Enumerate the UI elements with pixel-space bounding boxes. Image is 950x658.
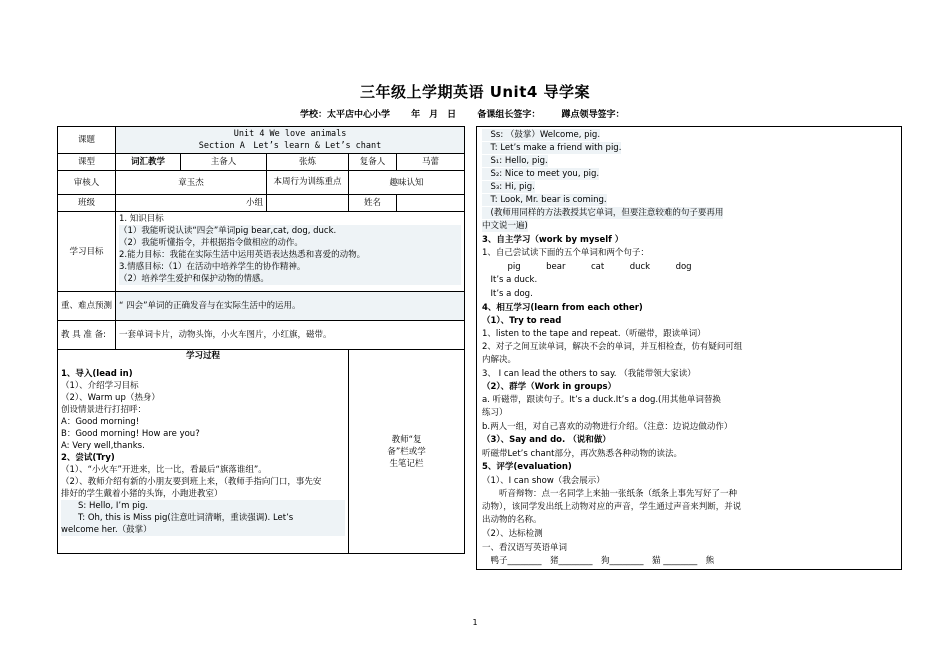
name-label: 姓名 bbox=[349, 195, 397, 212]
right-line: 5、评学(evaluation) bbox=[482, 462, 572, 472]
right-line: 2、对子之间互读单词，解决不会的单词，并互相检查，仿有疑问可组 bbox=[482, 342, 743, 352]
right-line: 1、自己尝试读下面的五个单词和两个句子： bbox=[482, 248, 649, 258]
group-label: 小组 bbox=[116, 195, 267, 212]
right-line: （1）、I can show（我会展示） bbox=[482, 476, 605, 486]
reviewer2-label: 复备人 bbox=[349, 154, 397, 171]
goal-line: （1）我能听说认读“四会”单词pig bear,cat, dog, duck. bbox=[119, 225, 461, 237]
topic-label: 课题 bbox=[58, 127, 116, 154]
process-line: T: Oh, this is Miss pig(注意吐词清晰，重读强调). Let’s bbox=[61, 512, 345, 524]
goals-list bbox=[116, 212, 465, 292]
date-field: 年 月 日 bbox=[411, 110, 457, 120]
process-line: （2）、Warm up（热身） bbox=[61, 392, 160, 403]
right-line: 鸭子________ 猪________ 狗________ 猫 ________ 熊 bbox=[482, 556, 715, 566]
topic-value bbox=[116, 127, 465, 154]
right-line: 中文说一遍) bbox=[482, 221, 528, 231]
checker-label: 审核人 bbox=[58, 171, 116, 195]
right-line: 4、相互学习(learn from each other) bbox=[482, 303, 643, 313]
goal-line: 2.能力目标：我能在实际生活中运用英语表达热悉和喜爱的动物。 bbox=[119, 249, 461, 261]
topic-line-2: Section A Let’s learn & Let’s chant bbox=[198, 141, 382, 151]
right-line: 练习） bbox=[482, 408, 508, 418]
process-line: （1）、介绍学习目标 bbox=[61, 380, 139, 391]
document-title: 三年级上学期英语 Unit4 导学案 bbox=[359, 83, 591, 101]
right-line: S₁: Hello, pig. bbox=[482, 156, 548, 166]
process-line: 排好的学生戴着小猪的头饰，小跑进教室） bbox=[61, 488, 223, 499]
class-label: 班级 bbox=[58, 195, 116, 212]
process-line: A: Very well,thanks. bbox=[61, 440, 145, 451]
right-line: Ss: （鼓掌）Welcome, pig. bbox=[482, 130, 601, 140]
prep-label: 教 具 准 备: bbox=[58, 321, 116, 350]
goal-line: （2）培养学生爱护和保护动物的情感。 bbox=[119, 273, 461, 285]
process-lines bbox=[58, 363, 349, 554]
type-label: 课型 bbox=[58, 154, 116, 171]
preparer-label: 主备人 bbox=[181, 154, 267, 171]
right-line: 听磁带Let’s chant部分，再次熟悉各种动物的读法。 bbox=[482, 449, 682, 459]
process-line: 1、导入(lead in) bbox=[61, 368, 133, 379]
right-line: （1）、Try to read bbox=[482, 316, 562, 326]
right-line: b.两人一组，对自己喜欢的动物进行介绍。（注意：边说边做动作） bbox=[482, 422, 733, 432]
topic-line-1: Unit 4 We love animals bbox=[233, 129, 347, 139]
right-line: It’s a dog. bbox=[482, 289, 533, 299]
right-line: （2）、群学（Work in groups） bbox=[482, 382, 617, 392]
preparer-value: 张炼 bbox=[267, 154, 349, 171]
type-value: 词汇教学 bbox=[116, 154, 181, 171]
prep-value: 一套单词卡片，动物头饰，小火车图片，小红旗，磁带。 bbox=[116, 321, 465, 350]
leader-sign-field: 备课组长签字： bbox=[477, 110, 541, 120]
process-line: A：Good morning! bbox=[61, 416, 140, 427]
right-line: 出动物的名称。 bbox=[482, 515, 542, 525]
reviewer2-value: 马蕾 bbox=[397, 154, 465, 171]
keypoint-value: “ 四会”单词的正确发音与在实际生活中的运用。 bbox=[116, 292, 465, 321]
right-line: T: Let’s make a friend with pig. bbox=[482, 143, 622, 153]
right-line: (教师用同样的方法教授其它单词，但要注意较难的句子要再用 bbox=[482, 208, 724, 218]
right-line: （3）、Say and do. （说和做） bbox=[482, 435, 611, 445]
right-line: pig bear cat duck dog bbox=[482, 262, 692, 272]
process-line: 2、尝试(Try) bbox=[61, 452, 115, 463]
process-label: 学习过程 bbox=[58, 350, 349, 363]
right-line: a. 听磁带，跟读句子。It’s a duck.It’s a dog.(用其他单词替换 bbox=[482, 395, 721, 405]
right-line: T: Look, Mr. bear is coming. bbox=[482, 195, 607, 205]
right-line: S₂: Nice to meet you, pig. bbox=[482, 169, 600, 179]
right-line: S₃: Hi, pig. bbox=[482, 182, 535, 192]
right-line: 3、 I can lead the others to say. （我能带领大家读） bbox=[482, 369, 696, 379]
focus-label: 本周行为训练重点 bbox=[267, 171, 349, 195]
keypoint-label: 重、难点预测 bbox=[58, 292, 116, 321]
process-line: S: Hello, I’m pig. bbox=[61, 500, 345, 512]
right-line: 内解决。 bbox=[482, 355, 517, 365]
page-number: 1 bbox=[472, 618, 478, 627]
right-line: 1、listen to the tape and repeat.（听磁带，跟读单词） bbox=[482, 329, 706, 339]
process-line: （1）、“小火车”开进来，比一比，看最后“旗落谁组”。 bbox=[61, 464, 267, 475]
right-line: It’s a duck. bbox=[482, 275, 538, 285]
right-line: 听音辩物：点一名同学上来抽一张纸条（纸条上事先写好了一种 bbox=[482, 489, 738, 499]
goal-line: 3.情感目标:（1）在活动中培养学生的协作精神。 bbox=[119, 261, 461, 273]
right-line: （2）、达标检测 bbox=[482, 529, 543, 539]
lesson-info-table bbox=[57, 126, 465, 554]
right-column-box bbox=[476, 126, 902, 570]
document-subtitle bbox=[300, 107, 642, 120]
right-line: 动物），该同学发出纸上动物对应的声音，学生通过声音来判断，并说 bbox=[482, 502, 742, 512]
process-line: （2）、教师介绍有新的小朋友要到班上来，（教师手指向门口，事先安 bbox=[61, 476, 322, 487]
school-name: 学校：太平店中心小学 bbox=[300, 110, 391, 120]
process-line: welcome her.（鼓掌） bbox=[61, 524, 345, 536]
goals-label: 学习目标 bbox=[58, 212, 116, 292]
right-line: 3、自主学习（work by myself ） bbox=[482, 235, 624, 245]
goal-line: 1. 知识目标 bbox=[119, 214, 164, 224]
supervisor-sign-field: 蹲点领导签字： bbox=[561, 110, 625, 120]
notes-column bbox=[349, 350, 465, 554]
right-line: 一、看汉语写英语单词 bbox=[482, 543, 568, 553]
checker-value: 章玉杰 bbox=[116, 171, 267, 195]
goal-line: （2）我能听懂指令，并根据指令做相应的动作。 bbox=[119, 237, 461, 249]
name-value bbox=[397, 195, 465, 212]
notes-label: 教师“复备”栏或学生笔记栏 bbox=[387, 434, 426, 469]
process-line: B：Good morning! How are you? bbox=[61, 428, 200, 439]
group-value bbox=[267, 195, 349, 212]
process-line: 创设情景进行打招呼： bbox=[61, 404, 147, 415]
focus-value: 趣味认知 bbox=[349, 171, 465, 195]
